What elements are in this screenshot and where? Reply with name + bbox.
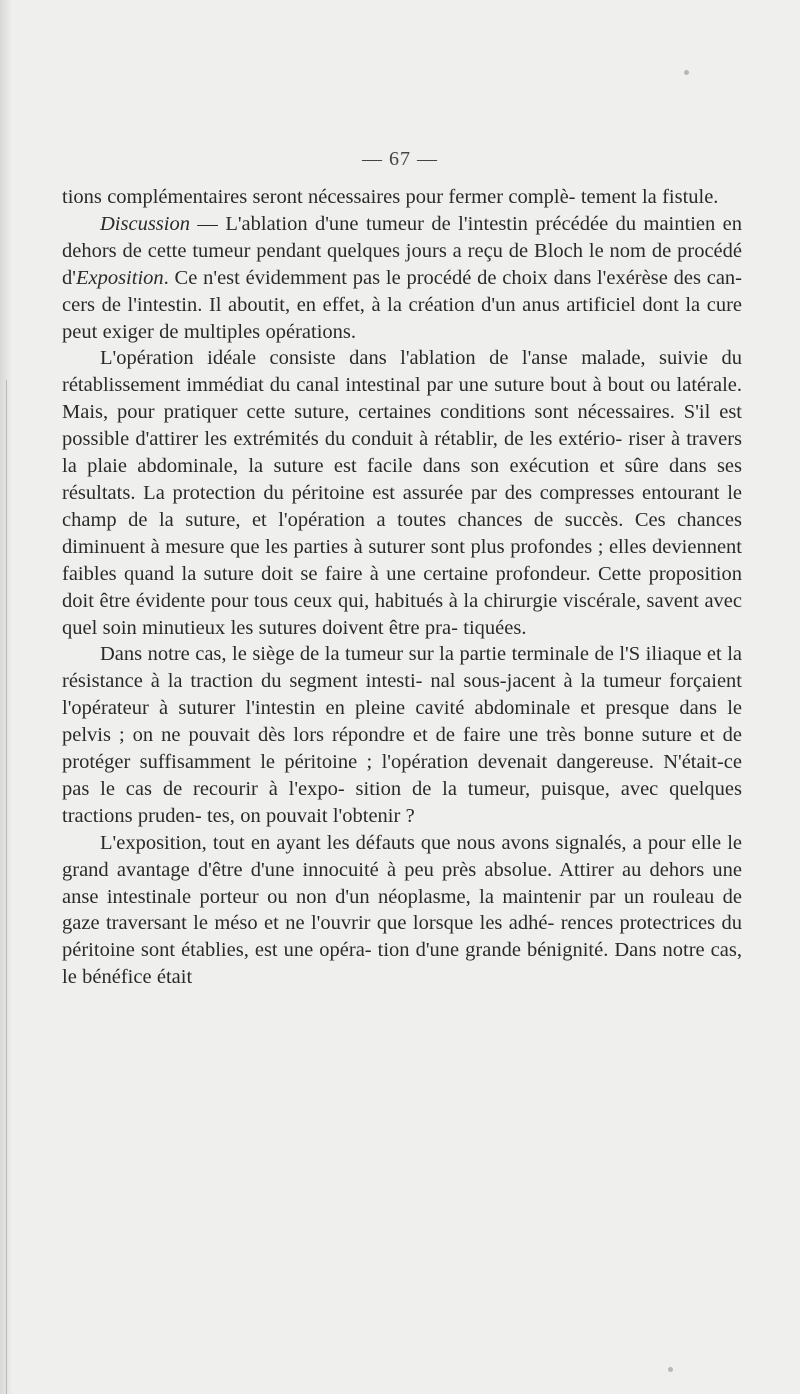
paragraph-our-case: Dans notre cas, le siège de la tumeur sur la partie terminale de l'S iliaque et la résistance à la traction du segment intesti- nal sous-jacent à la tumeur forçaient l'opérateur à suturer l'intestin en pleine cavité abdominale et presque dans le pelvis ; on ne pouvait dès lors répondre et de faire une très bonne suture et de protéger suffisamment le péritoine ; l'opération devenait dangereuse. N'était-ce pas le cas de recourir à l'expo- sition de la tumeur, puisque, avec quelques tractions pruden- tes, on pouvait l'obtenir ? bbox=[62, 643, 742, 827]
paragraph-discussion bbox=[62, 211, 742, 346]
paragraph-discussion-text-1: — L'ablation d'une tumeur de l'intestin précédée du maintien en dehors de cette tumeur pendant quelques jours a reçu de Bloch le nom de procédé d' bbox=[62, 212, 742, 289]
page-number: — 67 — bbox=[362, 148, 438, 170]
paragraph-exposition: L'exposition, tout en ayant les défauts que nous avons signalés, a pour elle le grand avantage d'être d'une innocuité à peu près absolue. Attirer au dehors une anse intestinale porteur ou non d'un néoplasme, la maintenir par un rouleau de gaze traversant le méso et ne l'ouvrir que lorsque les adhé- rences protectrices du péritoine sont établies, est une opéra- tion d'une grande bénignité. Dans notre cas, le bénéfice était bbox=[62, 831, 742, 989]
exposition-term: Exposition bbox=[75, 266, 164, 289]
paper-speck bbox=[684, 70, 689, 75]
paragraph-ideal-operation: L'opération idéale consiste dans l'ablation de l'anse malade, suivie du rétablissement immédiat du canal intestinal par une suture bout à bout ou latérale. Mais, pour pratiquer cette suture, certaines conditions sont nécessaires. S'il est possible d'attirer les extrémités du conduit à rétablir, de les extério- riser à travers la plaie abdominale, la suture est facile dans son exécution et sûre dans ses résultats. La protection du péritoine est assurée par des compresses entourant le champ de la suture, et l'opération a toutes chances de succès. Ces chances diminuent à mesure que les parties à suturer sont plus profondes ; elles deviennent faibles quand la suture doit se faire à une certaine profondeur. Cette proposition doit être évidente pour tous ceux qui, habitués à la chirurgie viscérale, savent avec quel soin minutieux les sutures doivent être pra- tiquées. bbox=[62, 347, 742, 639]
paragraph-continuation: tions complémentaires seront nécessaires pour fermer complè- tement la fistule. bbox=[62, 186, 719, 208]
paper-speck bbox=[668, 1367, 673, 1372]
page-fold-line bbox=[6, 380, 7, 1394]
paragraph-discussion-text-2: . Ce n'est évidemment pas le procédé de choix dans l'exérèse des can- cers de l'intestin. Il aboutit, en effet, à la création d'un anus artificiel dont la cure peut exiger de multiples opérations. bbox=[62, 266, 742, 343]
page-body-text bbox=[62, 184, 742, 991]
discussion-heading: Discussion bbox=[100, 212, 190, 235]
